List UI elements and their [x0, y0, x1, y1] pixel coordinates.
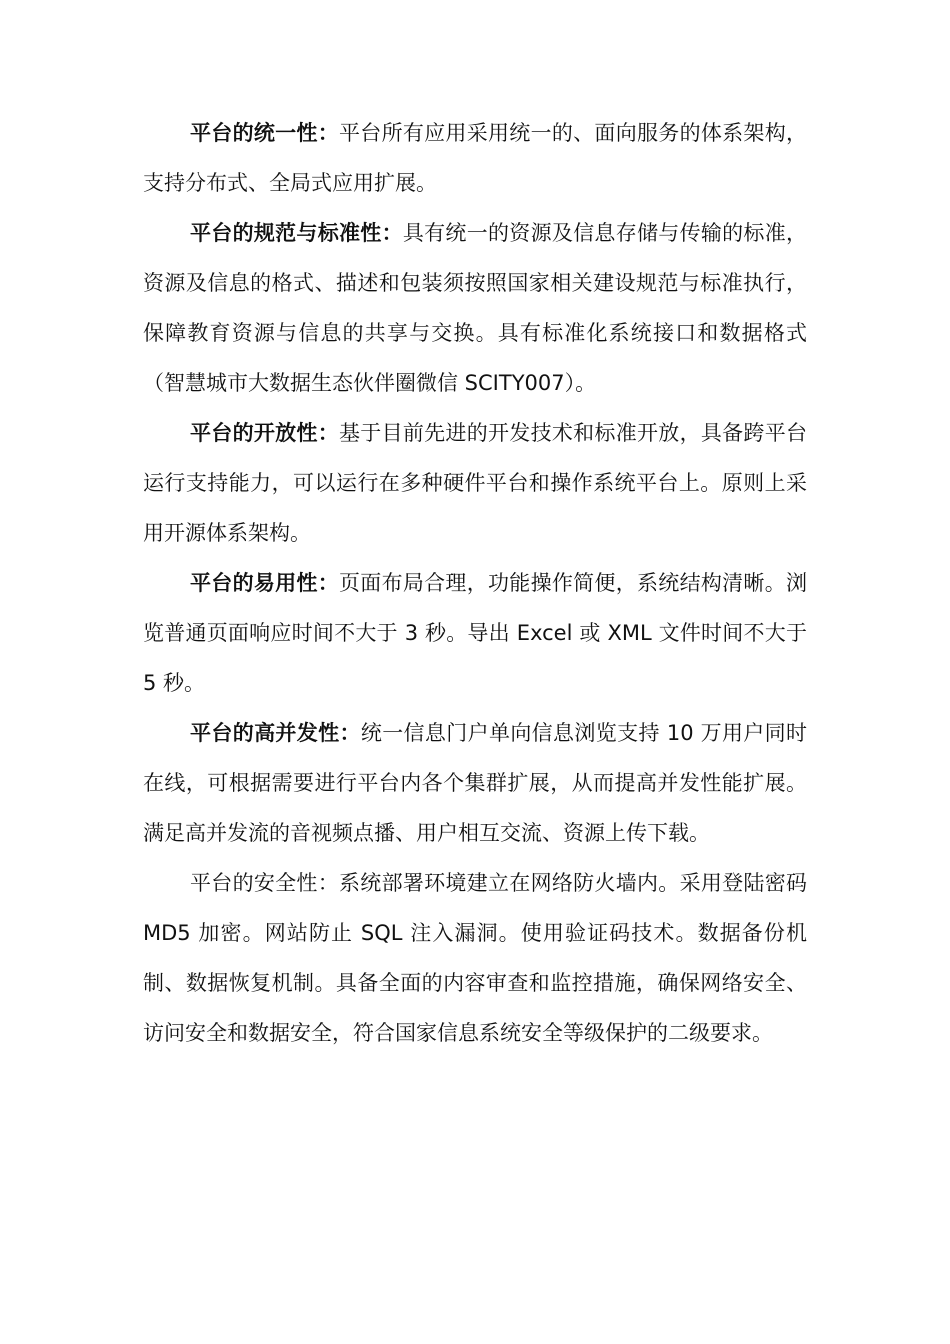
paragraph-text-security: 系统部署环境建立在网络防火墙内。采用登陆密码 MD5 加密。网站防止 SQL 注入漏洞。使用验证码技术。数据备份机制、数据恢复机制。具备全面的内容审查和监控措施，确保网络安全、访问安全和数据安全，符合国家信息系统安全等级保护的二级要求。 — [143, 871, 807, 1045]
paragraph-text-concurrency: 统一信息门户单向信息浏览支持 10 万用户同时在线，可根据需要进行平台内各个集群扩展，从而提高并发性能扩展。满足高并发流的音视频点播、用户相互交流、资源上传下载。 — [143, 721, 808, 845]
paragraph-standards — [143, 208, 807, 408]
paragraph-openness — [143, 408, 807, 558]
paragraph-text-unity: 平台所有应用采用统一的、面向服务的体系架构，支持分布式、全局式应用扩展。 — [143, 121, 807, 195]
paragraph-text-standards: 具有统一的资源及信息存储与传输的标准，资源及信息的格式、描述和包装须按照国家相关建设规范与标准执行，保障教育资源与信息的共享与交换。具有标准化系统接口和数据格式（智慧城市大数据生态伙伴圈微信 SCITY007）。 — [143, 221, 808, 395]
paragraph-heading-concurrency: 平台的高并发性： — [190, 721, 361, 745]
paragraph-heading-openness: 平台的开放性： — [190, 421, 339, 445]
document-body — [143, 108, 807, 1058]
paragraph-security — [143, 858, 807, 1058]
paragraph-heading-usability: 平台的易用性： — [190, 571, 339, 595]
paragraph-heading-security: 平台的安全性： — [190, 871, 339, 895]
paragraph-heading-unity: 平台的统一性： — [190, 121, 339, 145]
paragraph-usability — [143, 558, 807, 708]
paragraph-heading-standards: 平台的规范与标准性： — [190, 221, 403, 245]
paragraph-text-openness: 基于目前先进的开发技术和标准开放，具备跨平台运行支持能力，可以运行在多种硬件平台和操作系统平台上。原则上采用开源体系架构。 — [143, 421, 807, 545]
paragraph-text-usability: 页面布局合理，功能操作简便，系统结构清晰。浏览普通页面响应时间不大于 3 秒。导出 Excel 或 XML 文件时间不大于 5 秒。 — [143, 571, 807, 695]
paragraph-concurrency — [143, 708, 807, 858]
paragraph-unity — [143, 108, 807, 208]
